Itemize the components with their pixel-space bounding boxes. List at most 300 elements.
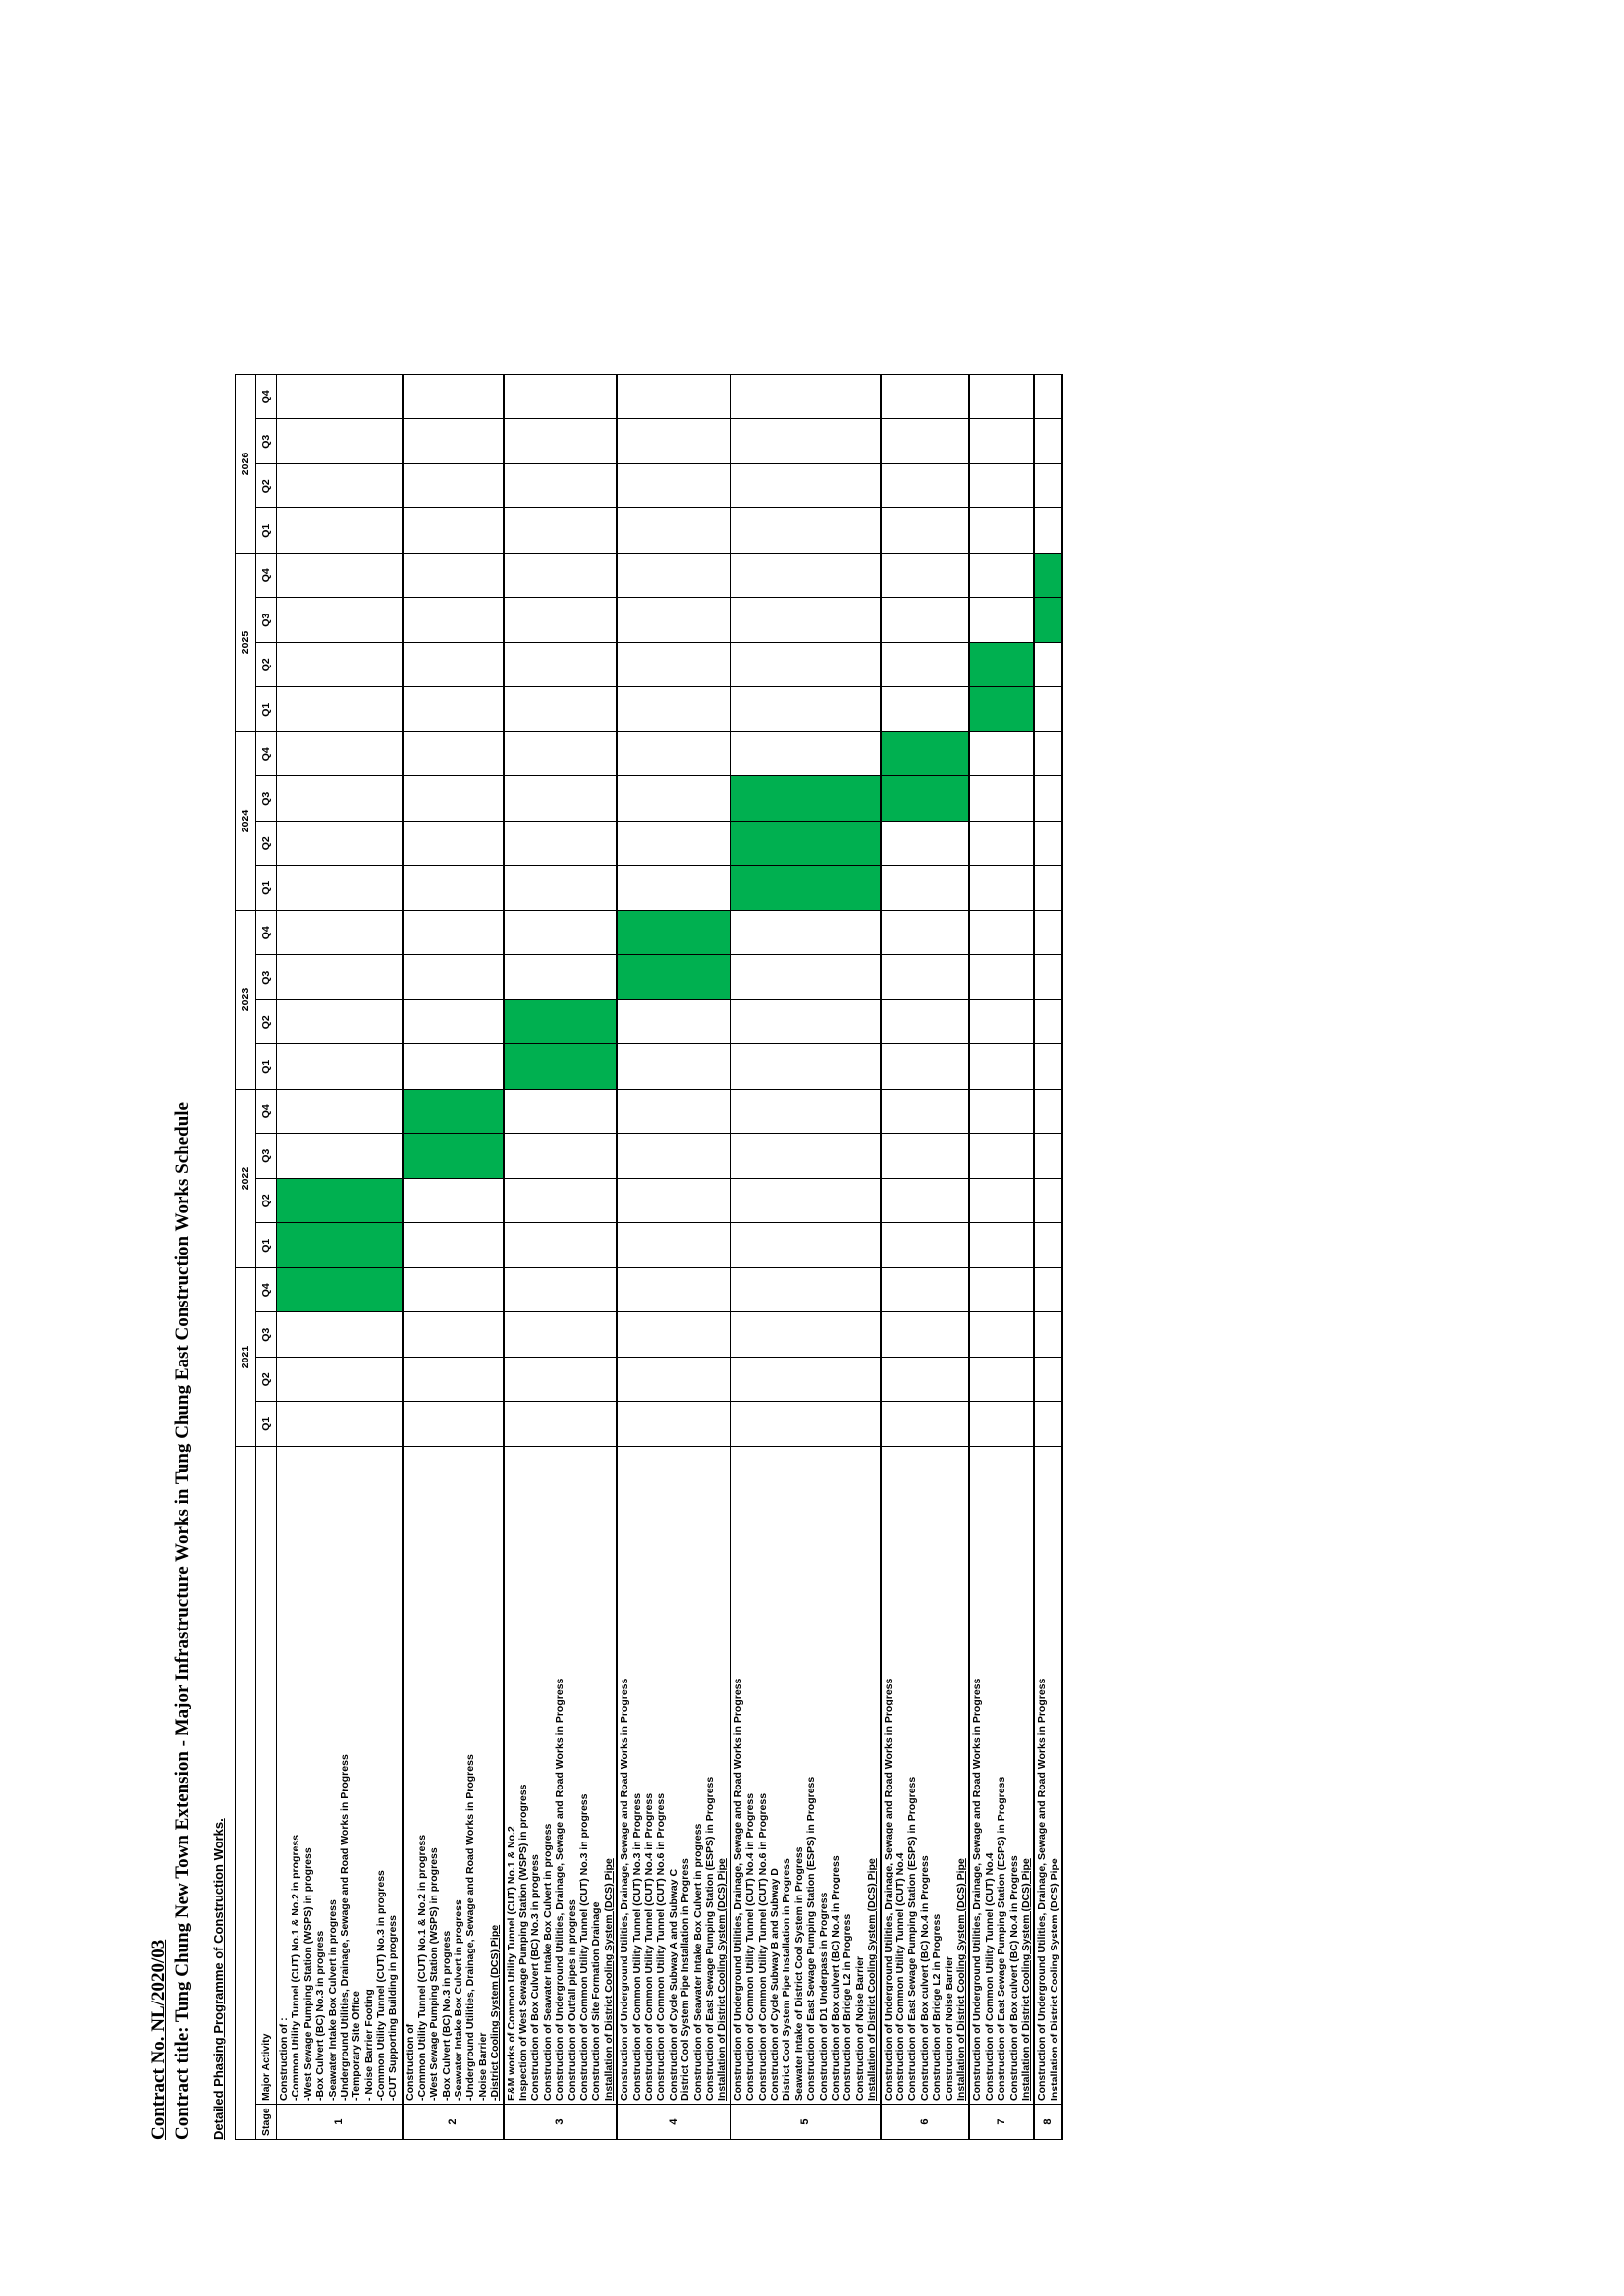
quarter-cell [504, 955, 618, 1000]
quarter-cell [1034, 866, 1062, 911]
activity-line: Construction of Seawater Intake Box Culvert in progress [691, 1823, 704, 2101]
quarter-cell [881, 1044, 970, 1090]
stage-number: 3 [504, 2105, 618, 2140]
activity-line: -Seawater Intake Box Culvert in progress [453, 1899, 464, 2101]
activity-line: Construction of Outfall pipes in progress [566, 1899, 578, 2101]
activity-line: Construction of Bridge L2 in Progress [931, 1913, 944, 2101]
quarter-cell [403, 776, 504, 822]
stage-number: 5 [731, 2105, 881, 2140]
quarter-cell [969, 1312, 1034, 1358]
quarter-cell [969, 419, 1034, 464]
quarter-header: Q4 [256, 732, 277, 777]
activity-line: - Noise Barrier Footing [362, 1989, 375, 2101]
quarter-header: Q2 [256, 1358, 277, 1403]
quarter-cell [969, 776, 1034, 822]
quarter-cell [881, 687, 970, 732]
quarter-cell [504, 1402, 618, 1447]
quarter-header: Q3 [256, 1312, 277, 1358]
activity-line: Construction of Common Utility Tunnel (CUT) No.4 [983, 1852, 996, 2101]
quarter-cell [504, 776, 618, 822]
quarter-cell [617, 508, 731, 554]
quarter-cell [731, 1402, 881, 1447]
quarter-header: Q4 [256, 1268, 277, 1313]
quarter-cell [731, 508, 881, 554]
quarter-cell [617, 464, 731, 509]
quarter-cell [1034, 1268, 1062, 1313]
quarter-cell [969, 955, 1034, 1000]
quarter-cell [277, 687, 403, 732]
quarter-cell [277, 1000, 403, 1045]
quarter-cell [403, 822, 504, 867]
quarter-cell [504, 375, 618, 420]
stage-row [617, 375, 731, 2140]
activity-line: -Seawater Intake Box Culvert in progress [326, 1899, 339, 2101]
activity-line: Construction of East Sewage Pumping Station (ESPS) in Progress [906, 1776, 919, 2101]
quarter-cell [617, 732, 731, 777]
quarter-cell [277, 776, 403, 822]
stage-activities [1034, 1447, 1062, 2105]
quarter-cell [881, 375, 970, 420]
quarter-cell [731, 1000, 881, 1045]
activity-line: Construction of East Sewage Pumping Station (ESPS) in Progress [805, 1776, 818, 2101]
quarter-cell [504, 1312, 618, 1358]
quarter-cell [277, 1312, 403, 1358]
activity-line: Construction of Site Formation Drainage [590, 1901, 603, 2101]
quarter-cell [403, 1402, 504, 1447]
quarter-header: Q3 [256, 419, 277, 464]
quarter-header: Q1 [256, 1223, 277, 1268]
quarter-cell [1034, 1358, 1062, 1403]
quarter-cell [403, 1312, 504, 1358]
activity-line: -Temporary Site Office [351, 1991, 363, 2101]
quarter-cell [1034, 508, 1062, 554]
activity-line: Construction of Noise Barrier [943, 1955, 955, 2101]
quarter-header: Q2 [256, 643, 277, 688]
quarter-cell [277, 955, 403, 1000]
activity-line: -Underground Utilities, Drainage, Sewage and Road Works in Progress [338, 1754, 351, 2101]
quarter-header: Q1 [256, 1402, 277, 1447]
stage-row [277, 375, 403, 2140]
quarter-cell [403, 1000, 504, 1045]
quarter-cell [881, 598, 970, 643]
quarter-cell [1034, 732, 1062, 777]
activity-line: Installation of District Cooling System (DCS) Pipe [1048, 1858, 1060, 2101]
quarter-cell [504, 419, 618, 464]
activity-line: Construction of Box culvert (BC) No.4 in Progress [829, 1855, 841, 2101]
quarter-cell [277, 508, 403, 554]
construction-schedule-table [235, 374, 1063, 2140]
quarter-cell [617, 1358, 731, 1403]
activity-line: Construction of Common Utility Tunnel (CUT) No.4 in Progress [744, 1792, 757, 2101]
year-header: 2022 [236, 1090, 256, 1268]
quarter-cell [731, 1044, 881, 1090]
active-quarter-bar [1034, 554, 1062, 599]
quarter-cell [504, 822, 618, 867]
activity-line: -West Sewage Pumping Station (WSPS) in progress [428, 1847, 441, 2101]
stage-row [504, 375, 618, 2140]
quarter-cell [731, 419, 881, 464]
quarter-cell [731, 1312, 881, 1358]
active-quarter-bar [969, 687, 1034, 732]
activity-line: -Common Utility Tunnel (CUT) No.1 & No.2 in progress [290, 1834, 302, 2101]
active-quarter-bar [504, 1044, 618, 1090]
active-quarter-bar [881, 776, 970, 822]
stage-activities [881, 1447, 970, 2105]
quarter-cell [969, 911, 1034, 956]
quarter-cell [617, 1179, 731, 1224]
quarter-cell [881, 1223, 970, 1268]
quarter-cell [277, 866, 403, 911]
year-header: 2021 [236, 1268, 256, 1447]
stage-row [1034, 375, 1062, 2140]
quarter-cell [969, 598, 1034, 643]
activity-line: Construction of Common Utility Tunnel (CUT) No.4 [894, 1852, 907, 2101]
quarter-cell [1034, 1223, 1062, 1268]
quarter-cell [1034, 1402, 1062, 1447]
quarter-cell [731, 643, 881, 688]
quarter-cell [504, 508, 618, 554]
quarter-cell [731, 732, 881, 777]
quarter-cell [969, 1402, 1034, 1447]
quarter-cell [731, 1134, 881, 1179]
quarter-cell [504, 732, 618, 777]
stage-activities [969, 1447, 1034, 2105]
stage-number: 7 [969, 2105, 1034, 2140]
stage-activities [277, 1447, 403, 2105]
quarter-cell [277, 1044, 403, 1090]
activity-line: Construction of Cycle Subway A and Subway C [667, 1868, 679, 2101]
quarter-header: Q2 [256, 1000, 277, 1045]
quarter-cell [277, 911, 403, 956]
quarter-cell [277, 1134, 403, 1179]
quarter-cell [731, 955, 881, 1000]
quarter-cell [969, 822, 1034, 867]
quarter-cell [731, 464, 881, 509]
quarter-cell [881, 419, 970, 464]
quarter-cell [617, 1090, 731, 1135]
quarter-cell [403, 1044, 504, 1090]
quarter-cell [403, 554, 504, 599]
quarter-cell [881, 643, 970, 688]
quarter-cell [1034, 1000, 1062, 1045]
quarter-cell [881, 1358, 970, 1403]
contract-title: Contract title: Tung Chung New Town Extension - Major Infrastructure Works in Tung Chung East Construction Works Schedule [172, 1102, 192, 2140]
quarter-cell [277, 554, 403, 599]
quarter-cell [403, 1179, 504, 1224]
active-quarter-bar [277, 1268, 403, 1313]
activity-line: Construction of Common Utility Tunnel (CUT) No.4 in Progress [643, 1792, 656, 2101]
stage-activities [504, 1447, 618, 2105]
quarter-cell [969, 508, 1034, 554]
quarter-cell [277, 375, 403, 420]
activity-line: -Noise Barrier [476, 2032, 489, 2101]
quarter-cell [881, 554, 970, 599]
quarter-header: Q4 [256, 1090, 277, 1135]
quarter-header: Q4 [256, 554, 277, 599]
activity-line: Installation of District Cooling System (DCS) Pipe [954, 1858, 967, 2101]
quarter-cell [277, 1402, 403, 1447]
quarter-cell [1034, 911, 1062, 956]
activity-line: Construction of Box culvert (BC) No.4 in Progress [918, 1855, 931, 2101]
quarter-cell [1034, 1134, 1062, 1179]
activity-line: Construction of East Sewage Pumping Station (ESPS) in Progress [996, 1776, 1008, 2101]
quarter-header: Q2 [256, 822, 277, 867]
quarter-cell [1034, 776, 1062, 822]
quarter-cell [403, 687, 504, 732]
stage-number: 2 [403, 2105, 504, 2140]
quarter-cell [277, 1358, 403, 1403]
quarter-cell [617, 598, 731, 643]
activity-line: Construction of Cycle Subway B and Subway D [769, 1868, 781, 2101]
quarter-cell [403, 866, 504, 911]
quarter-cell [1034, 687, 1062, 732]
activity-line: Construction of Common Utility Tunnel (CUT) No.3 in Progress [630, 1792, 643, 2101]
activity-line: -Common Utility Tunnel (CUT) No.3 in progress [375, 1870, 387, 2101]
quarter-cell [617, 1312, 731, 1358]
quarter-cell [731, 375, 881, 420]
quarter-cell [617, 554, 731, 599]
activity-line: E&M works of Common Utility Tunnel (CUT) No.1 & No.2 [505, 1826, 517, 2101]
activity-line: -West Sewage Pumping Station (WSPS) in progress [301, 1847, 314, 2101]
stage-row [969, 375, 1034, 2140]
quarter-cell [504, 911, 618, 956]
quarter-cell [969, 1223, 1034, 1268]
quarter-cell [504, 464, 618, 509]
quarter-cell [881, 955, 970, 1000]
active-quarter-bar [617, 911, 731, 956]
quarter-cell [969, 1044, 1034, 1090]
quarter-cell [1034, 1044, 1062, 1090]
schedule-header [236, 375, 277, 2140]
quarter-cell [504, 1223, 618, 1268]
activity-line: -CUT Supporting Building in progress [387, 1915, 400, 2101]
rotated-page [142, 206, 1497, 2140]
quarter-cell [403, 955, 504, 1000]
quarter-header: Q1 [256, 1044, 277, 1090]
quarter-cell [881, 1268, 970, 1313]
quarter-cell [403, 1358, 504, 1403]
activity-line: Construction of Underground Utilities, Drainage, Sewage and Road Works in Progress [731, 1678, 744, 2101]
quarter-cell [403, 419, 504, 464]
quarter-cell [617, 1402, 731, 1447]
quarter-cell [969, 375, 1034, 420]
year-header: 2025 [236, 554, 256, 732]
quarter-cell [881, 464, 970, 509]
activity-line: Construction of [404, 2023, 416, 2101]
quarter-cell [969, 732, 1034, 777]
active-quarter-bar [731, 822, 881, 867]
quarter-cell [881, 1134, 970, 1179]
year-header: 2026 [236, 375, 256, 554]
quarter-cell [617, 776, 731, 822]
quarter-cell [617, 375, 731, 420]
quarter-cell [881, 866, 970, 911]
activity-line: Inspection of West Sewage Pumping Station (WSPS) in progress [517, 1784, 530, 2101]
active-quarter-bar [731, 776, 881, 822]
quarter-cell [1034, 375, 1062, 420]
quarter-cell [617, 1223, 731, 1268]
activity-line: Construction of Underground Utilities, Drainage, Sewage and Road Works in Progress [971, 1678, 984, 2101]
quarter-cell [1034, 643, 1062, 688]
year-header: 2024 [236, 732, 256, 911]
quarter-cell [969, 1358, 1034, 1403]
active-quarter-bar [881, 732, 970, 777]
stage-activities [617, 1447, 731, 2105]
activity-line: Construction of Bridge L2 in Progress [841, 1913, 854, 2101]
quarter-cell [277, 643, 403, 688]
quarter-header: Q3 [256, 955, 277, 1000]
quarter-cell [1034, 419, 1062, 464]
quarter-cell [731, 1090, 881, 1135]
quarter-cell [617, 1268, 731, 1313]
contract-number: Contract No. NL/2020/03 [148, 1939, 169, 2140]
quarter-cell [504, 554, 618, 599]
quarter-cell [504, 687, 618, 732]
quarter-cell [881, 822, 970, 867]
quarter-cell [731, 911, 881, 956]
quarter-cell [504, 598, 618, 643]
quarter-cell [504, 1134, 618, 1179]
stage-row [403, 375, 504, 2140]
activity-line: Construction of Common Utility Tunnel (CUT) No.6 in Progress [655, 1792, 668, 2101]
quarter-header: Q1 [256, 687, 277, 732]
quarter-cell [969, 866, 1034, 911]
stage-row [881, 375, 970, 2140]
schedule-body [277, 375, 1063, 2140]
quarter-cell [617, 419, 731, 464]
quarter-cell [881, 1312, 970, 1358]
activity-line: Construction of Noise Barrier [853, 1955, 866, 2101]
quarter-cell [731, 1223, 881, 1268]
active-quarter-bar [731, 866, 881, 911]
quarter-cell [881, 1000, 970, 1045]
quarter-cell [731, 554, 881, 599]
quarter-cell [403, 1268, 504, 1313]
activity-line: Construction of Underground Utilities, Drainage, Sewage and Road Works in Progress [619, 1678, 631, 2101]
activity-line: -Common Utility Tunnel (CUT) No.1 & No.2 in progress [415, 1834, 428, 2101]
quarter-cell [969, 1090, 1034, 1135]
activity-line: Installation of District Cooling System (DCS) Pipe [602, 1858, 615, 2101]
activity-line: Construction of Box Culvert (BC) No.3 in progress [529, 1854, 542, 2101]
quarter-cell [1034, 1090, 1062, 1135]
schedule-subtitle: Detailed Phasing Programme of Construction Works. [211, 1818, 226, 2140]
activity-line: Installation of District Cooling System (DCS) Pipe [716, 1858, 729, 2101]
activity-line: Installation of District Cooling System (DCS) Pipe [866, 1858, 878, 2101]
active-quarter-bar [403, 1090, 504, 1135]
activity-line: -Underground Utilities, Drainage, Sewage and Road Works in Progress [464, 1754, 477, 2101]
quarter-cell [617, 1000, 731, 1045]
activity-line: -Box Culvert (BC) No.3 in progress [314, 1930, 327, 2101]
quarter-cell [617, 643, 731, 688]
activity-line: -Box Culvert (BC) No.3 in progress [440, 1930, 453, 2101]
quarter-cell [881, 911, 970, 956]
activity-line: Construction of Underground Utilities, Drainage, Sewage and Road Works in Progress [882, 1678, 894, 2101]
quarter-cell [1034, 955, 1062, 1000]
quarter-cell [969, 1134, 1034, 1179]
quarter-cell [969, 1268, 1034, 1313]
activity-line: Construction of Underground Utilities, Drainage, Sewage and Road Works in Progress [554, 1678, 567, 2101]
active-quarter-bar [277, 1179, 403, 1224]
quarter-cell [277, 419, 403, 464]
active-quarter-bar [403, 1134, 504, 1179]
active-quarter-bar [1034, 598, 1062, 643]
activity-line: -District Cooling System (DCS) Pipe [489, 1924, 502, 2101]
active-quarter-bar [277, 1223, 403, 1268]
quarter-cell [617, 822, 731, 867]
stage-column-header: Stage [256, 2105, 277, 2140]
quarter-cell [403, 1223, 504, 1268]
stage-number: 4 [617, 2105, 731, 2140]
quarter-header: Q3 [256, 598, 277, 643]
quarter-header: Q4 [256, 911, 277, 956]
quarter-header: Q2 [256, 1179, 277, 1224]
quarter-cell [881, 1402, 970, 1447]
quarter-cell [969, 1000, 1034, 1045]
activity-line: Construction of Box culvert (BC) No.4 in Progress [1007, 1855, 1020, 2101]
quarter-cell [277, 464, 403, 509]
quarter-cell [1034, 1179, 1062, 1224]
quarter-cell [881, 508, 970, 554]
quarter-cell [504, 1268, 618, 1313]
quarter-cell [277, 732, 403, 777]
activity-line: Construction of Common Utility Tunnel (CUT) No.6 in Progress [756, 1792, 769, 2101]
quarter-cell [881, 1179, 970, 1224]
quarter-cell [969, 554, 1034, 599]
header-blank [236, 1447, 256, 2140]
quarter-header: Q4 [256, 375, 277, 420]
quarter-header: Q2 [256, 464, 277, 509]
quarter-cell [277, 822, 403, 867]
quarter-cell [403, 911, 504, 956]
quarter-cell [504, 866, 618, 911]
quarter-cell [403, 732, 504, 777]
quarter-cell [617, 1134, 731, 1179]
quarter-cell [1034, 464, 1062, 509]
stage-number: 8 [1034, 2105, 1062, 2140]
quarter-cell [617, 687, 731, 732]
year-header: 2023 [236, 911, 256, 1090]
activity-line: Construction of East Sewage Pumping Station (ESPS) in Progress [703, 1776, 716, 2101]
quarter-header: Q3 [256, 776, 277, 822]
stage-number: 1 [277, 2105, 403, 2140]
stage-activities [731, 1447, 881, 2105]
activity-line: District Cool System Pipe Installation in Progress [679, 1858, 692, 2101]
stage-number: 6 [881, 2105, 970, 2140]
quarter-cell [731, 1268, 881, 1313]
quarter-cell [881, 1090, 970, 1135]
quarter-cell [403, 375, 504, 420]
quarter-header: Q3 [256, 1134, 277, 1179]
quarter-header: Q1 [256, 508, 277, 554]
activity-line: Construction of D1 Underpass in Progress [817, 1892, 830, 2101]
quarter-cell [504, 1179, 618, 1224]
quarter-cell [617, 866, 731, 911]
stage-row [731, 375, 881, 2140]
quarter-cell [277, 598, 403, 643]
quarter-cell [731, 598, 881, 643]
activity-line: District Cool System Pipe Installation in Progress [781, 1858, 793, 2101]
quarter-cell [403, 598, 504, 643]
quarter-cell [1034, 822, 1062, 867]
quarter-cell [969, 464, 1034, 509]
quarter-cell [403, 643, 504, 688]
active-quarter-bar [504, 1000, 618, 1045]
activity-line: Construction of : [278, 2017, 290, 2101]
quarter-cell [969, 1179, 1034, 1224]
quarter-cell [504, 1090, 618, 1135]
quarter-cell [731, 687, 881, 732]
stage-activities [403, 1447, 504, 2105]
